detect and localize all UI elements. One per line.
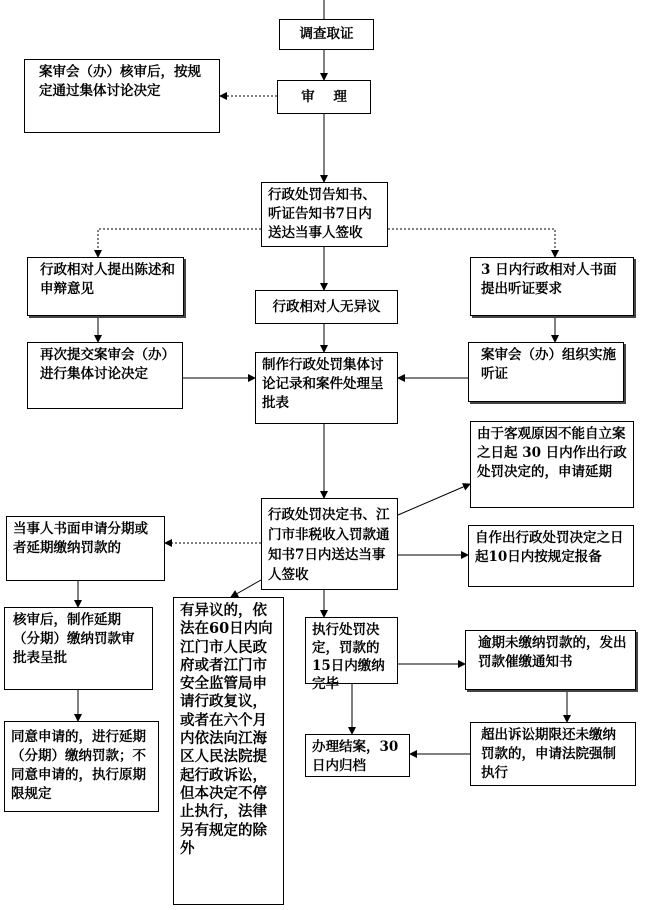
execute-node: 执行处罚决定，罚款的15日内缴纳完毕 xyxy=(305,617,398,684)
hearing-request-node: 3 日内行政相对人书面提出听证要求 xyxy=(470,257,634,316)
objection-node: 有异议的，依法在60日内向江门市人民政府或者江门市安全监管局申请行政复议，或者在六个月内依法向江海区人民法院提起行政诉讼，但本决定不停止执行，法律另有规定的除外 xyxy=(173,597,284,905)
decision-node: 行政处罚决定书、江门市非税收入罚款通知书7日内送达当事人签收 xyxy=(261,498,398,590)
close-case-node: 办理结案，30日内归档 xyxy=(305,734,410,777)
notice-node: 行政处罚告知书、听证告知书7日内送达当事人签收 xyxy=(261,182,388,247)
report-node: 自作出行政处罚决定之日起10日内按规定报备 xyxy=(468,525,634,587)
agree-result-node: 同意申请的，进行延期（分期）缴纳罚款；不同意申请的，执行原期限规定 xyxy=(4,721,159,812)
no-objection-node: 行政相对人无异议 xyxy=(255,290,398,324)
investigate-node: 调查取证 xyxy=(279,19,374,50)
review-node: 审 理 xyxy=(277,80,371,114)
case-committee-review-node: 案审会（办）核审后，按规定通过集体讨论决定 xyxy=(24,59,220,133)
enforce-node: 超出诉讼期限还未缴纳罚款的，申请法院强制执行 xyxy=(470,722,636,786)
extension-node: 由于客观原因不能自立案之日起 30 日内作出行政处罚决定的，申请延期 xyxy=(470,421,634,508)
organize-hearing-node: 案审会（办）组织实施听证 xyxy=(468,342,624,402)
installment-request-node: 当事人书面申请分期或者延期缴纳罚款的 xyxy=(6,516,165,581)
statement-node: 行政相对人提出陈述和申辩意见 xyxy=(27,257,184,316)
make-record-node: 制作行政处罚集体讨论记录和案件处理呈批表 xyxy=(255,352,398,424)
overdue-node: 逾期未缴纳罚款的，发出罚款催缴通知书 xyxy=(465,630,636,690)
approve-installment-node: 核审后，制作延期（分期）缴纳罚款审批表呈批 xyxy=(4,607,153,690)
resubmit-node: 再次提交案审会（办）进行集体讨论决定 xyxy=(27,342,183,409)
